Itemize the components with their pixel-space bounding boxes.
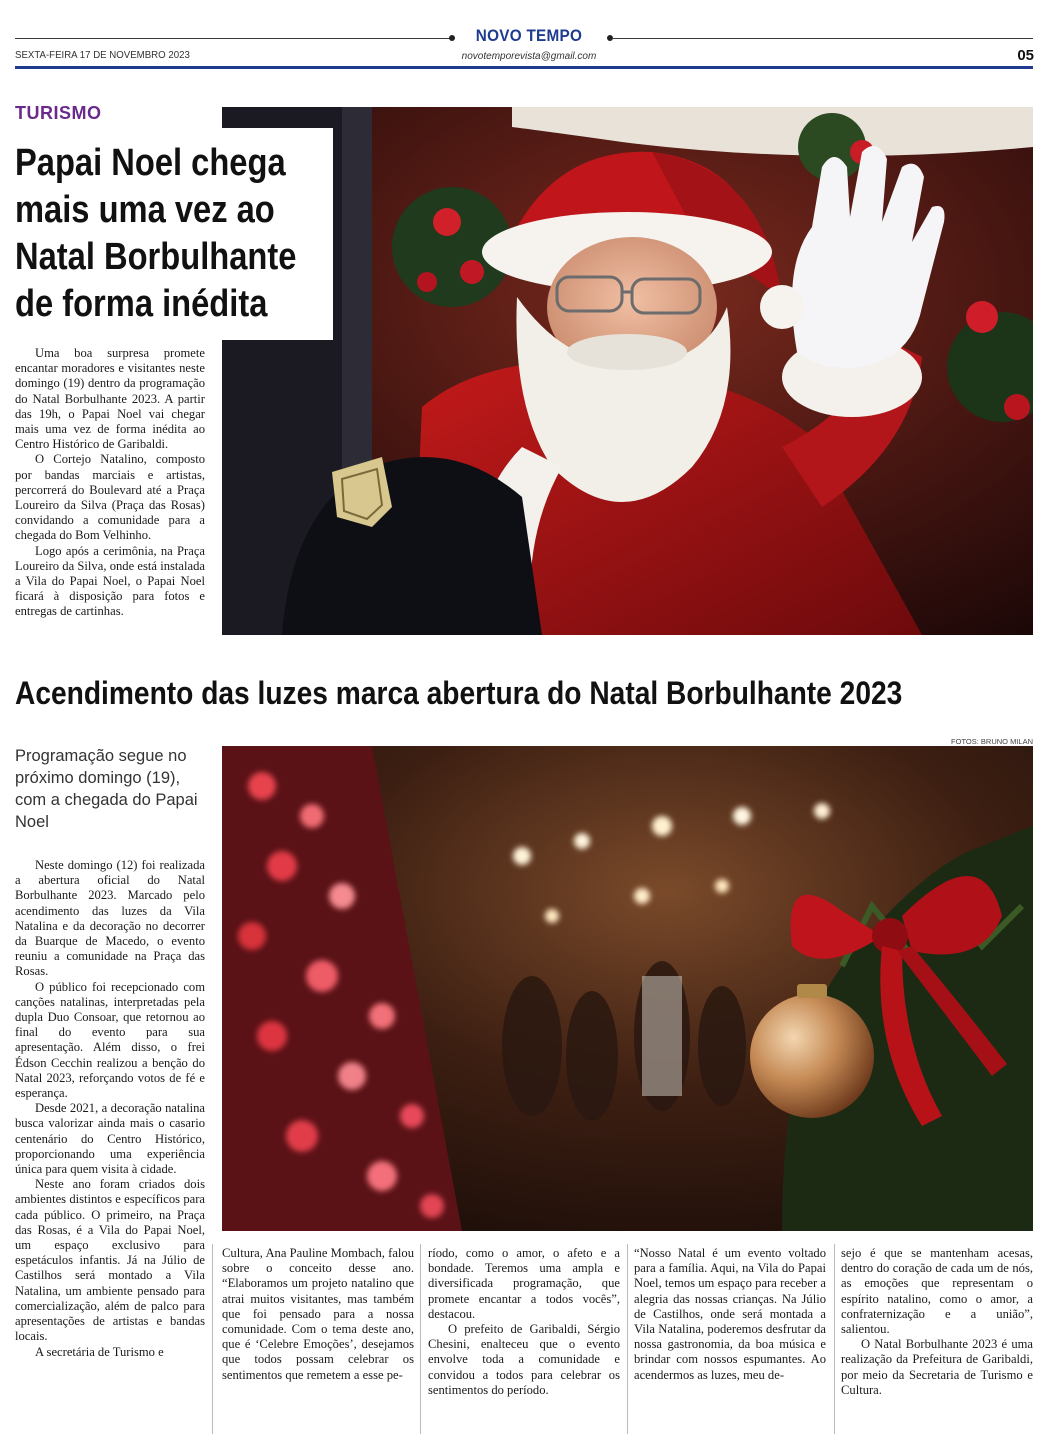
- contact-email[interactable]: novotemporevista@gmail.com: [461, 51, 597, 62]
- paragraph: Neste ano foram criados dois ambientes distintos e específicos para cada público. O primeiro, na Praça das Rosas, é a Vila do Papai Noel, um espaço exclusivo para espetáculos infantis. Já na Júlio de Castilhos será montado a Vila Natalina, um ambiente pensado para comercialização, além de palco para apresentações de artistas e bandas locais.: [15, 1177, 205, 1344]
- paragraph: Desde 2021, a decoração natalina busca valorizar ainda mais o casario centenário do Centro Histórico, proporcionando uma experiência única para quem visita à cidade.: [15, 1101, 205, 1177]
- paragraph: “Nosso Natal é um evento voltado para a família. Aqui, na Vila do Papai Noel, temos um espaço para receber a alegria das nossas crianças. Na Júlio de Castilhos, onde será montada a Vila Natalina, poderemos desfrutar da nossa gastronomia, da boa música e brindar com nossos espumantes. Ao acendermos as luzes, meu de-: [634, 1246, 826, 1382]
- page-number: 05: [1017, 47, 1034, 64]
- header-bullet-left: [449, 35, 455, 41]
- paragraph: Uma boa surpresa promete encantar moradores e visitantes neste domingo (19) dentro da programação do Natal Borbulhante 2023. A partir das 19h, o Papai Noel vai chegar mais uma vez de forma inédita ao Centro Histórico de Garibaldi.: [15, 346, 205, 452]
- paragraph: O público foi recepcionado com canções natalinas, interpretadas pela dupla Duo Consoar, que retornou ao final do evento para sua apresentação. Além disso, o frei Édson Cecchin realizou a benção do Natal 2023, reforçando votos de fé e esperança.: [15, 979, 205, 1101]
- article-lights-column-5: [841, 1246, 1033, 1398]
- paragraph: O prefeito de Garibaldi, Sérgio Chesini, enalteceu que o evento envolve toda a comunidade e convidou a todos para celebrar os sentimentos do período.: [428, 1322, 620, 1397]
- headline-santa: Papai Noel chega mais uma vez ao Natal Borbulhante de forma inédita: [15, 142, 297, 325]
- column-rule: [212, 1244, 213, 1434]
- article-lights-column-3: [428, 1246, 620, 1398]
- column-rule: [420, 1244, 421, 1434]
- paragraph: sejo é que se mantenham acesas, dentro do coração de cada um de nós, as emoções que representam o espírito natalino, como o amor, a confraternização e a união”, salientou.: [841, 1246, 1033, 1337]
- section-tag: TURISMO: [15, 103, 102, 123]
- article-lights-column-1: [15, 858, 205, 1360]
- paragraph: A secretária de Turismo e: [35, 1344, 164, 1359]
- headline-lights: Acendimento das luzes marca abertura do Natal Borbulhante 2023: [15, 675, 903, 711]
- masthead: NOVO TEMPO: [475, 26, 583, 45]
- paragraph: O Natal Borbulhante 2023 é uma realização da Prefeitura de Garibaldi, por meio da Secretaria de Turismo e Cultura.: [841, 1337, 1033, 1397]
- christmas-lights-photo: [222, 746, 1033, 1231]
- header-rule-right: [612, 38, 1033, 39]
- paragraph: ríodo, como o amor, o afeto e a bondade. Teremos uma ampla e diversificada programação, que promete encantar a todos vocês”, destacou.: [428, 1246, 620, 1321]
- article-lights-column-4: [634, 1246, 826, 1383]
- column-rule: [834, 1244, 835, 1434]
- issue-date: SEXTA-FEIRA 17 DE NOVEMBRO 2023: [15, 49, 190, 61]
- subheadline: Programação segue no próximo domingo (19), com a chegada do Papai Noel: [15, 747, 198, 831]
- paragraph: Cultura, Ana Pauline Mombach, falou sobre o conceito desse ano. “Elaboramos um projeto natalino que atrai muitos visitantes, mas também que foi pensado para a nossa comunidade. Com o tema deste ano, que é ‘Celebre Emoções’, desejamos que todos possam celebrar os sentimentos que remetem a esse pe-: [222, 1246, 414, 1382]
- column-rule: [627, 1244, 628, 1434]
- article-santa-body: [15, 346, 205, 620]
- photo-credit: FOTOS: BRUNO MILAN: [951, 737, 1033, 746]
- paragraph: Logo após a cerimônia, na Praça Loureiro da Silva, onde está instalada a Vila do Papai Noel, o Papai Noel ficará à disposição para fotos e entregas de cartinhas.: [15, 543, 205, 619]
- santa-photo: [222, 107, 1033, 635]
- paragraph: O Cortejo Natalino, composto por bandas marciais e artistas, percorrerá do Boulevard até a Praça Loureiro da Silva (Praça das Rosas) convidando a comunidade para a chegada do Bom Velhinho.: [15, 452, 205, 543]
- article-lights-column-2: [222, 1246, 414, 1383]
- paragraph: Neste domingo (12) foi realizada a abertura oficial do Natal Borbulhante 2023. Marcado pelo acendimento das luzes da Vila Natalina e da decoração no decorrer da Buarque de Macedo, o evento reuniu a comunidade na Praça das Rosas.: [15, 858, 205, 979]
- header-rule-left: [15, 38, 455, 39]
- header-bar: [15, 66, 1033, 69]
